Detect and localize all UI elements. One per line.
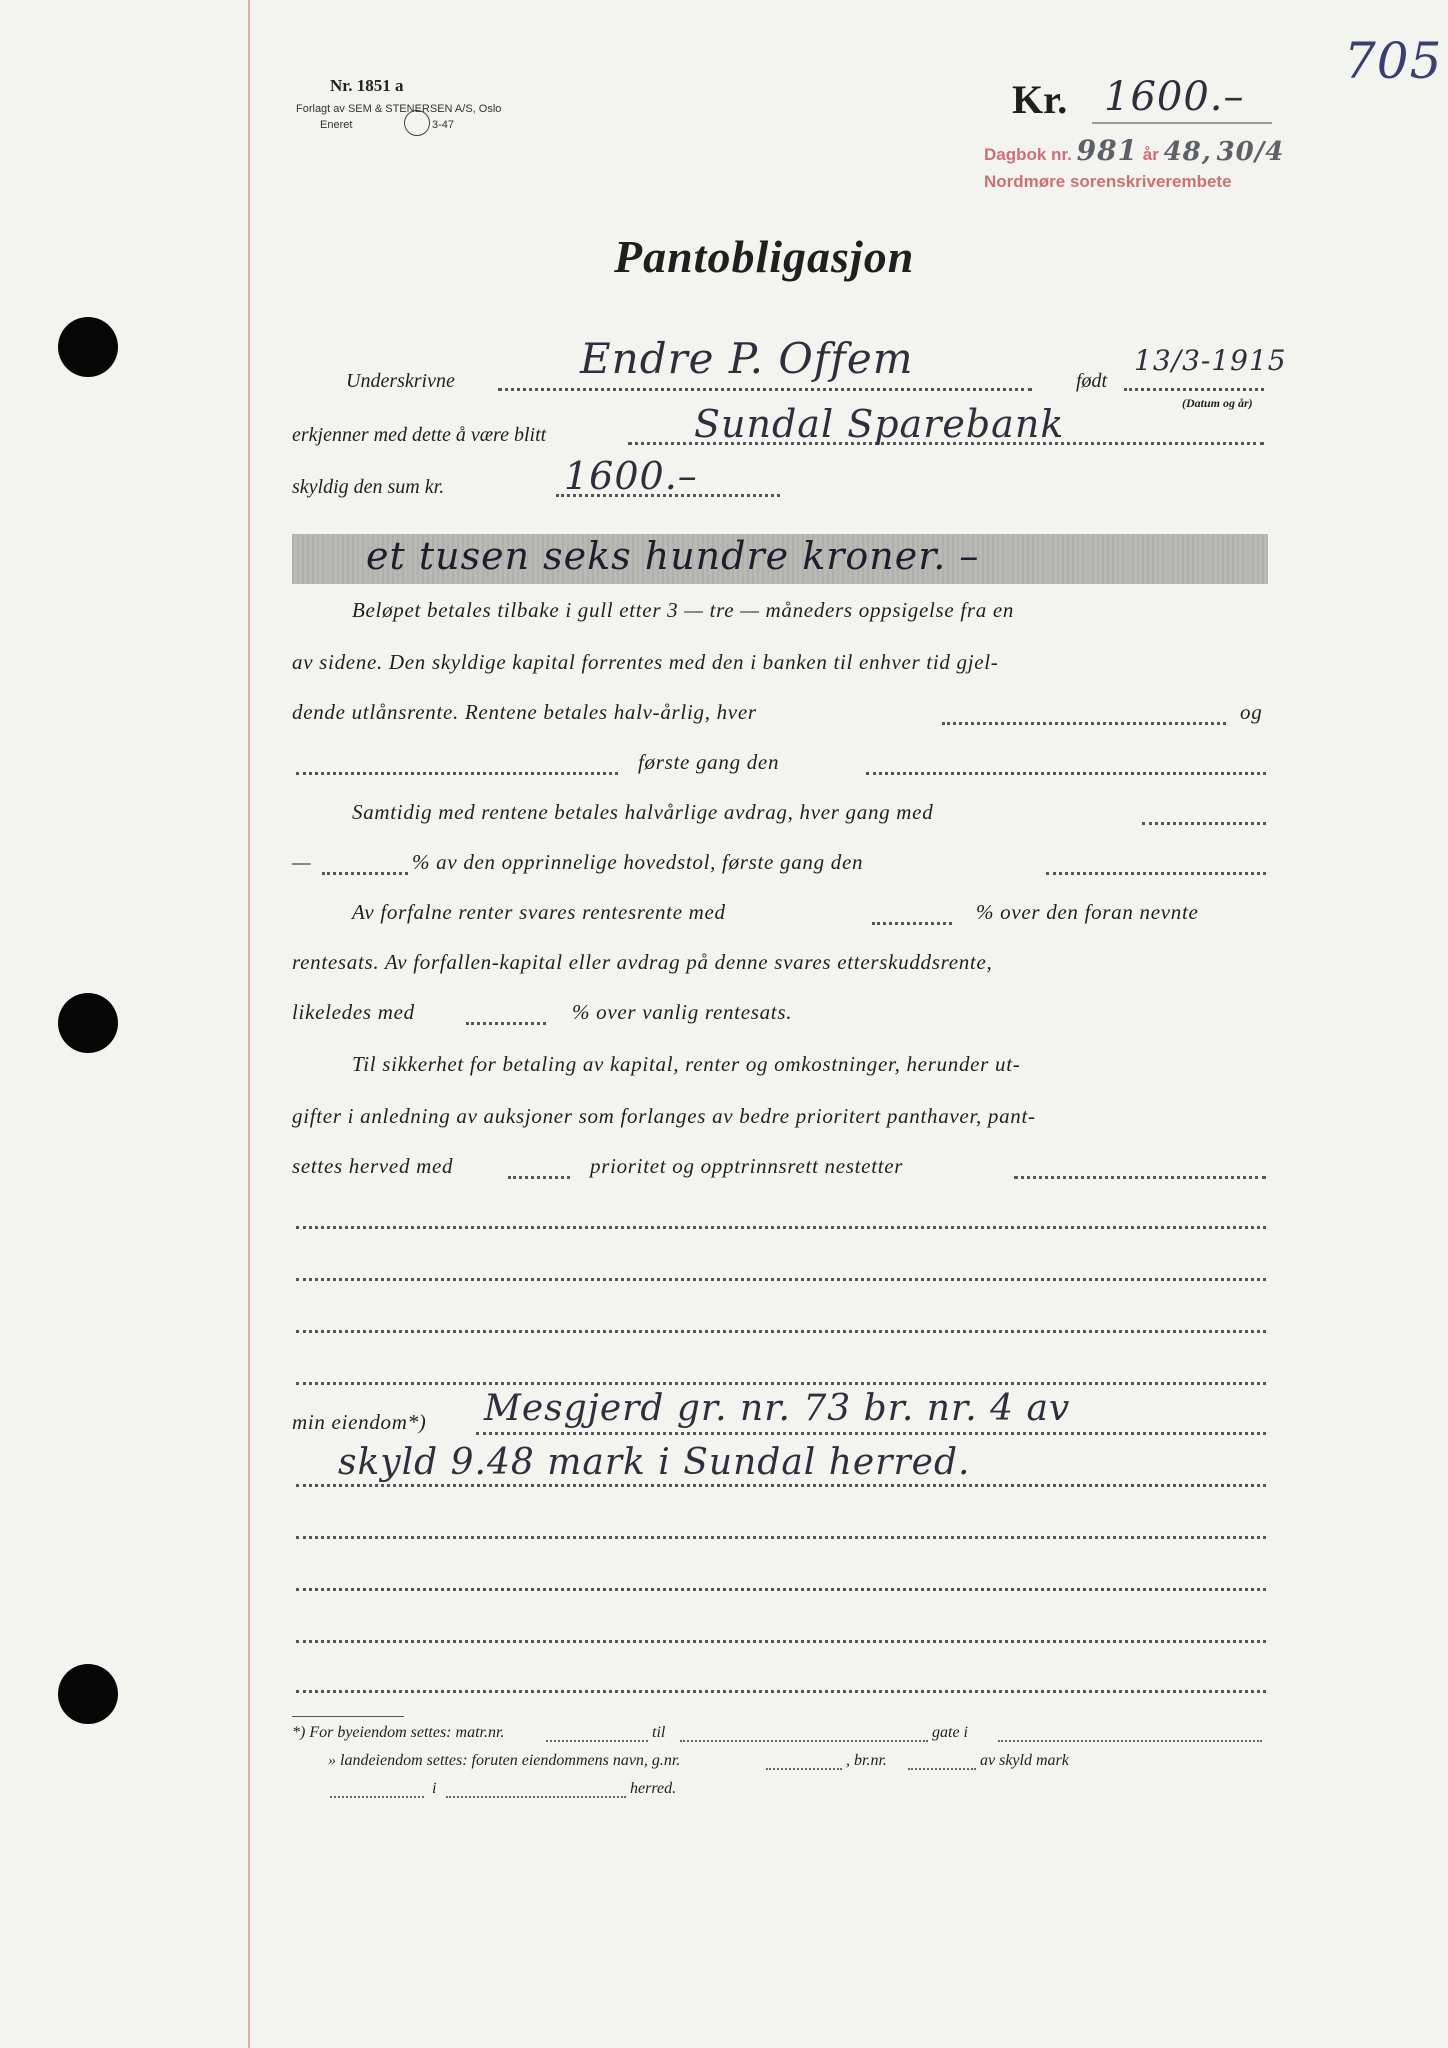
punch-hole (58, 1664, 118, 1724)
registry-stamp (984, 134, 1284, 167)
p2-dots3 (1046, 872, 1266, 875)
blank-line (296, 1226, 1266, 1229)
blank-line (296, 1588, 1266, 1591)
footnote-dots (446, 1796, 626, 1798)
punch-hole (58, 993, 118, 1053)
p3-dots2 (466, 1022, 546, 1025)
kr-label: Kr. (1012, 77, 1068, 122)
p3-line2: rentesats. Av forfallen-kapital eller avdrag på denne svares etterskuddsrente, (292, 950, 993, 974)
amount-top-line (1092, 122, 1272, 124)
footnote-dots (680, 1740, 928, 1742)
p3-line3a: likeledes med (292, 1000, 415, 1024)
p3-dots1 (872, 922, 952, 925)
p1-dots-hver (942, 722, 1226, 725)
blank-line (296, 1640, 1266, 1643)
footnote-l2a: » landeiendom settes: foruten eiendommens navn, g.nr. (328, 1752, 681, 1769)
blank-line (296, 1278, 1266, 1281)
p4-line1: Til sikkerhet for betaling av kapital, renter og omkostninger, herunder ut- (352, 1052, 1021, 1076)
footnote-dots (330, 1796, 424, 1798)
property-line2: skyld 9.48 mark i Sundal herred. (338, 1442, 971, 1483)
footnote-rule (292, 1716, 404, 1717)
stamp-year-label: år (1142, 145, 1159, 164)
p1-line1: Beløpet betales tilbake i gull etter 3 — tre — måneders oppsigelse fra en (352, 598, 1015, 622)
min-eiendom-label: min eiendom*) (292, 1410, 427, 1434)
skyldig-label: skyldig den sum kr. (292, 476, 445, 498)
publisher-seal-icon (404, 110, 430, 136)
p1-dots-left (296, 772, 618, 775)
p2-dots2 (322, 872, 408, 875)
punch-hole (58, 317, 118, 377)
underskrivne-label: Underskrivne (346, 370, 455, 392)
datum-hint: (Datum og år) (1182, 396, 1253, 410)
sum-amount: 1600.– (564, 454, 698, 498)
stamp-year: 48, (1163, 137, 1212, 167)
form-number: Nr. 1851 a (330, 76, 404, 95)
footnote-l3a: i (432, 1780, 437, 1797)
footnote-l1b: til (652, 1724, 666, 1741)
p2-dash: — (292, 850, 312, 874)
p4-dots1 (508, 1176, 570, 1179)
property-line1: Mesgjerd gr. nr. 73 br. nr. 4 av (484, 1388, 1071, 1429)
p4-line3b: prioritet og opptrinnsrett nestetter (590, 1154, 904, 1178)
stamp-dagbok-label: Dagbok nr. (984, 145, 1072, 164)
footnote-dots (998, 1740, 1262, 1742)
footnote-l1a: *) For byeiendom settes: matr.nr. (292, 1724, 505, 1741)
p3-line3b: % over vanlig rentesats. (572, 1000, 793, 1024)
blank-line (296, 1690, 1266, 1693)
footnote-dots (908, 1768, 976, 1770)
margin-line (248, 0, 250, 2048)
birth-dots (1124, 388, 1264, 391)
amount-top: 1600.– (1104, 74, 1245, 120)
p1-og: og (1240, 700, 1263, 724)
p3-line1b: % over den foran nevnte (976, 900, 1199, 924)
stamp-office: Nordmøre sorenskriverembete (984, 172, 1232, 191)
p2-line2: % av den opprinnelige hovedstol, første gang den (412, 850, 864, 874)
eneret-label: Eneret (320, 119, 353, 131)
footnote-l2c: av skyld mark (980, 1752, 1069, 1769)
footnote-dots (766, 1768, 842, 1770)
page-number: 705 (1344, 32, 1443, 90)
document-title: Pantobligasjon (614, 231, 915, 282)
debtor-dots (498, 388, 1032, 391)
property-dots2 (296, 1484, 1266, 1487)
property-dots1 (476, 1432, 1266, 1435)
p1-line3: dende utlånsrente. Rentene betales halv-årlig, hver (292, 700, 757, 724)
publisher-line: Forlagt av SEM & STENERSEN A/S, Oslo (296, 103, 502, 115)
creditor-name: Sundal Sparebank (694, 402, 1065, 446)
footnote-dots (546, 1740, 648, 1742)
footnote-l3b: herred. (630, 1780, 677, 1797)
birth-date: 13/3-1915 (1134, 344, 1287, 377)
p1-line2: av sidene. Den skyldige kapital forrentes med den i banken til enhver tid gjel- (292, 650, 999, 674)
blank-line (296, 1536, 1266, 1539)
p3-line1a: Av forfalne renter svares rentesrente med (352, 900, 726, 924)
p1-line4: første gang den (638, 750, 780, 774)
erkjenner-label: erkjenner med dette å være blitt (292, 424, 547, 446)
p4-dots2 (1014, 1176, 1266, 1179)
p4-line3a: settes herved med (292, 1154, 454, 1178)
stamp-date: 30/4 (1216, 137, 1285, 167)
edition-label: 3-47 (432, 119, 455, 131)
p4-line2: gifter i anledning av auksjoner som forlanges av bedre prioritert panthaver, pant- (292, 1104, 1036, 1128)
footnote-l1c: gate i (932, 1724, 968, 1741)
amount-words: et tusen seks hundre kroner. – (366, 534, 980, 578)
debtor-name: Endre P. Offem (580, 334, 914, 383)
stamp-dagbok-number: 981 (1076, 134, 1139, 167)
footnote-l2b: , br.nr. (846, 1752, 887, 1769)
p1-dots-right (866, 772, 1266, 775)
fodt-label: født (1076, 370, 1108, 392)
blank-line (296, 1382, 1266, 1385)
p2-line1: Samtidig med rentene betales halvårlige avdrag, hver gang med (352, 800, 934, 824)
p2-dots1 (1142, 822, 1266, 825)
blank-line (296, 1330, 1266, 1333)
